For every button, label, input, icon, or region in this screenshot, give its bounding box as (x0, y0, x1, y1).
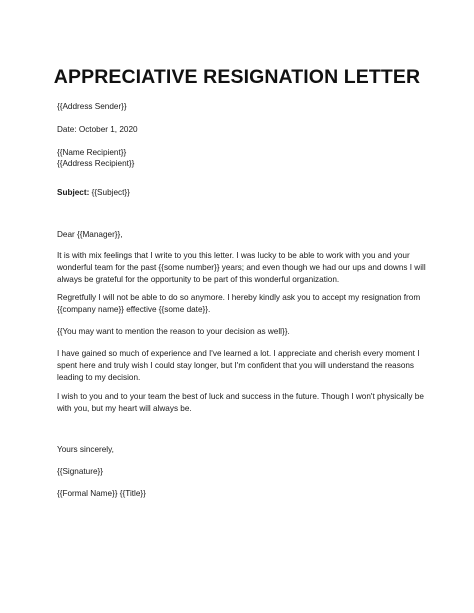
paragraph-line: I have gained so much of experience and I've learned a lot. I appreciate and cherish every moment I (57, 349, 420, 358)
subject-line (57, 187, 130, 199)
subject-value: {{Subject}} (89, 188, 130, 197)
paragraph-5 (57, 391, 427, 415)
paragraph-line: I wish to you and to your team the best of luck and success in the future. Though I won't physically be (57, 392, 424, 401)
paragraph-2 (57, 292, 427, 316)
paragraph-line: leading to my decision. (57, 373, 141, 383)
paragraph-1 (57, 250, 427, 287)
paragraph-line: {{company name}} effective {{some date}}. (57, 305, 211, 315)
paragraph-line: wonderful team for the past {{some number}} years; and even though we had our ups and downs I will (57, 263, 426, 273)
recipient-name: {{Name Recipient}} (57, 148, 127, 157)
name-title: {{Formal Name}} {{Title}} (57, 489, 146, 498)
paragraph-line: It is with mix feelings that I write to you this letter. I was lucky to be able to work with you and your (57, 251, 410, 260)
paragraph-line: {{You may want to mention the reason to your decision as well}}. (57, 327, 290, 336)
salutation: Dear {{Manager}}, (57, 230, 123, 239)
letter-title: APPRECIATIVE RESIGNATION LETTER (53, 66, 421, 88)
paragraph-4 (57, 348, 427, 385)
paragraph-line: Regretfully I will not be able to do so anymore. I hereby kindly ask you to accept my resignation from (57, 293, 421, 302)
paragraph-line: always be grateful for the opportunity to be part of this wonderful organization. (57, 275, 340, 285)
paragraph-line: with you, but my heart will always be. (57, 404, 192, 414)
paragraph-3 (57, 326, 427, 338)
closing: Yours sincerely, (57, 445, 114, 454)
subject-label: Subject: (57, 188, 90, 197)
signature: {{Signature}} (57, 467, 103, 476)
date-line: Date: October 1, 2020 (57, 125, 138, 134)
recipient-address: {{Address Recipient}} (57, 159, 135, 168)
paragraph-line: spent here and truly wish I could stay longer, but I'm confident that you will understand the reasons (57, 361, 415, 371)
sender-address: {{Address Sender}} (57, 102, 127, 111)
